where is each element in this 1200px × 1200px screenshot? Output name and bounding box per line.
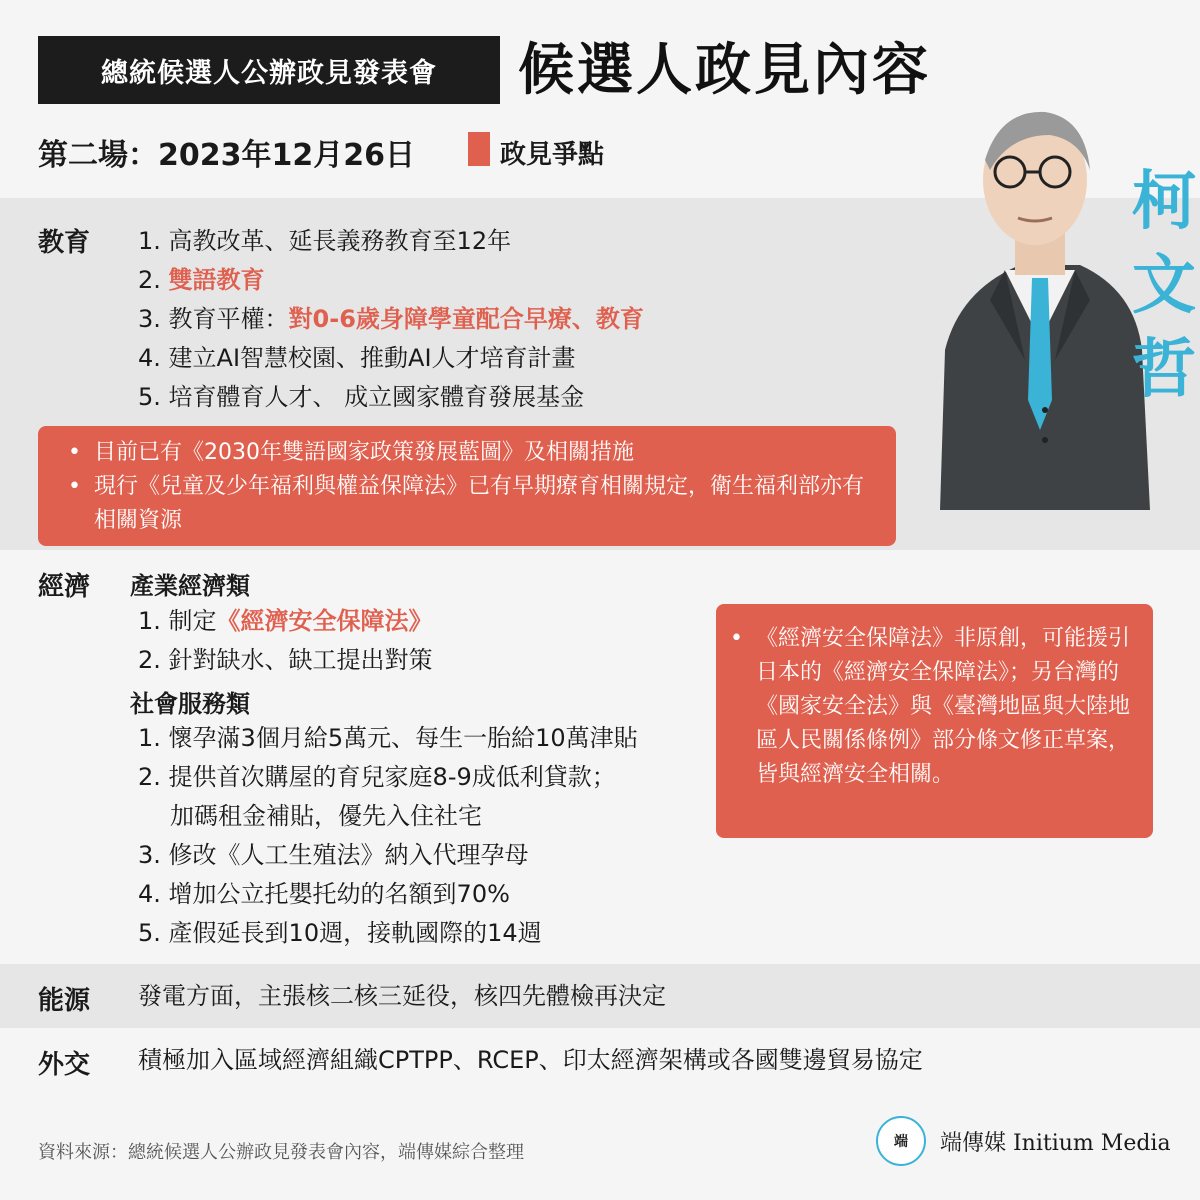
source-note: 資料來源：總統候選人公辦政見發表會內容，端傳媒綜合整理	[38, 1142, 524, 1163]
legend-label: 政見爭點	[500, 140, 605, 170]
energy-text: 發電方面，主張核二核三延役，核四先體檢再決定	[138, 982, 666, 1010]
education-label: 教育	[38, 228, 91, 258]
economy-dispute-note	[716, 604, 1153, 838]
social-list	[138, 719, 638, 953]
diplomacy-text: 積極加入區域經濟組織CPTPP、RCEP、印太經濟架構或各國雙邊貿易協定	[138, 1046, 923, 1074]
list-item: 加碼租金補貼，優先入住社宅	[170, 802, 482, 830]
diplomacy-label: 外交	[38, 1050, 91, 1080]
list-item: 5. 產假延長到10週，接軌國際的14週	[138, 919, 542, 947]
candidate-portrait	[930, 100, 1150, 510]
industry-subheading: 產業經濟類	[130, 572, 250, 600]
legend-swatch	[468, 132, 490, 166]
social-subheading: 社會服務類	[130, 690, 250, 718]
list-item: 1. 高教改革、延長義務教育至12年	[138, 227, 512, 255]
industry-list	[138, 602, 433, 680]
list-item: 1. 懷孕滿3個月給5萬元、每生一胎給10萬津貼	[138, 724, 638, 752]
energy-label: 能源	[38, 986, 91, 1016]
list-item: 3. 教育平權：對0-6歲身障學童配合早療、教育	[138, 305, 644, 333]
list-item: 1. 制定《經濟安全保障法》	[138, 607, 433, 635]
list-item: 4. 建立AI智慧校園、推動AI人才培育計畫	[138, 344, 576, 372]
list-item: 2. 雙語教育	[138, 266, 265, 294]
education-dispute-note	[38, 426, 896, 546]
education-list	[138, 222, 644, 417]
list-item: 2. 提供首次購屋的育兒家庭8-9成低利貸款；	[138, 763, 616, 791]
candidate-name: 柯 文 哲	[1132, 165, 1196, 407]
list-item: 3. 修改《人工生殖法》納入代理孕母	[138, 841, 529, 869]
list-item: 2. 針對缺水、缺工提出對策	[138, 646, 433, 674]
note-item: • 目前已有《2030年雙語國家政策發展藍圖》及相關措施	[68, 436, 876, 470]
session-date: 第二場：2023年12月26日	[38, 138, 415, 173]
event-badge: 總統候選人公辦政見發表會	[38, 36, 500, 104]
page-title: 候選人政見內容	[518, 38, 931, 103]
list-item: 5. 培育體育人才、 成立國家體育發展基金	[138, 383, 585, 411]
initium-logo-icon: 端	[876, 1116, 926, 1166]
economy-label: 經濟	[38, 572, 91, 602]
brand-name: 端傳媒 Initium Media	[940, 1131, 1171, 1156]
note-item: • 現行《兒童及少年福利與權益保障法》已有早期療育相關規定，衛生福利部亦有相關資源	[68, 470, 876, 538]
note-item: • 《經濟安全保障法》非原創，可能援引日本的《經濟安全保障法》；另台灣的《國家安全法》與《臺灣地區與大陸地區人民關係條例》部分條文修正草案，皆與經濟安全相關。	[730, 622, 1131, 792]
list-item: 4. 增加公立托嬰托幼的名額到70%	[138, 880, 510, 908]
